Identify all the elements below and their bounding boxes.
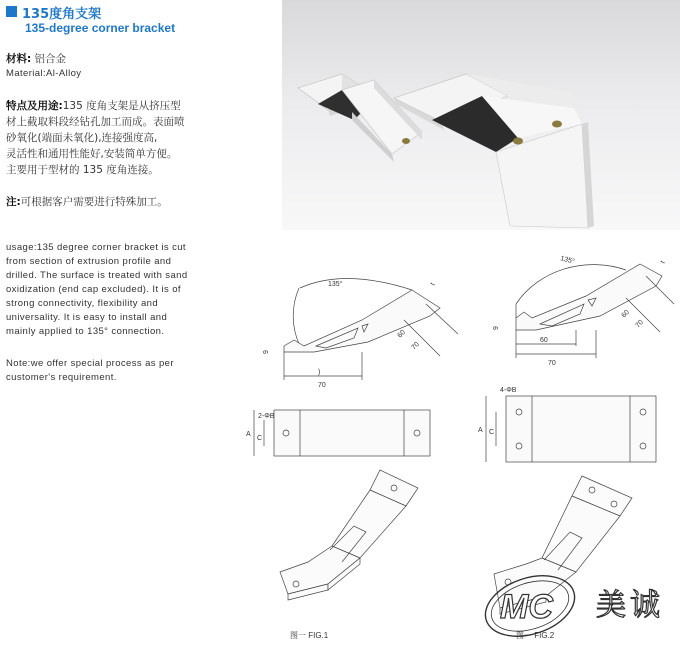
fig1-angle-label: 135° xyxy=(328,281,343,288)
material-zh xyxy=(6,51,66,67)
usage-line-4: oxidization (end cap excluded). It is of xyxy=(6,284,181,295)
features-line-2: 材上截取料段经钻孔加工而成。表面喷 xyxy=(6,116,185,128)
fig2-side-view xyxy=(476,246,681,372)
features-line-3: 砂氧化(端面未氧化),连接强度高, xyxy=(6,132,158,144)
fig1-dim-60: 60 xyxy=(396,328,407,340)
fig1-top-view xyxy=(244,404,444,464)
fig2-dim-t: t xyxy=(659,259,667,265)
features-line-5: 主要用于型材的 135 度角连接。 xyxy=(6,164,159,176)
fig1-caption: 图一 FIG.1 xyxy=(290,631,329,640)
product-photo xyxy=(282,0,680,230)
features-line-4: 灵活性和通用性能好,安装简单方便。 xyxy=(6,148,178,160)
fig1-dim-9: 9 xyxy=(263,350,270,354)
fig1-dim-paren: ) xyxy=(318,369,321,376)
usage-line-1: usage:135 degree corner bracket is cut xyxy=(6,242,186,253)
fig2-angle-label: 135° xyxy=(559,255,576,266)
usage-en xyxy=(6,241,276,339)
material-value: 铝合金 xyxy=(34,53,67,65)
fig2-caption: 图一 FIG.2 xyxy=(516,631,555,640)
note-zh xyxy=(6,194,168,210)
note-en xyxy=(6,357,276,385)
fig2-dim-bottom-60: 60 xyxy=(540,337,548,344)
fig2-dim-70: 70 xyxy=(634,318,645,330)
small-bracket-image xyxy=(298,74,422,162)
features-label: 特点及用途: xyxy=(6,100,63,112)
fig2-label-a: A xyxy=(478,427,483,434)
material-label: 材料: xyxy=(6,53,32,65)
logo-letters: MC xyxy=(500,588,553,626)
title-zh: 135度角支架 xyxy=(22,7,102,22)
usage-line-6: universality. It is easy to install and xyxy=(6,312,168,323)
fig2-label-c: C xyxy=(489,429,495,436)
note-zh-text: 可根据客户需要进行特殊加工。 xyxy=(20,196,168,208)
usage-line-5: strong connectivity, flexibility and xyxy=(6,298,159,309)
fig1-angle-arc xyxy=(293,288,300,346)
fig1-label-c: C xyxy=(257,435,263,442)
note-en-line-1: Note:we offer special process as per xyxy=(6,358,174,369)
fig1-dim-70: 70 xyxy=(410,340,421,352)
fig1-label-a: A xyxy=(246,431,251,438)
fig2-dim-9: 9 xyxy=(493,326,500,330)
fig2-dim-60: 60 xyxy=(620,308,631,320)
fig2-dim-bottom-70: 70 xyxy=(548,360,556,367)
fig1-side-view xyxy=(244,268,464,394)
features-block xyxy=(6,98,276,178)
fig1-dim-bottom: 70 xyxy=(318,382,326,389)
usage-line-2: from section of extrusion profile and xyxy=(6,256,172,267)
bracket-photo-svg xyxy=(282,0,680,230)
fig2-hole-label: 4-ΦB xyxy=(500,387,517,394)
mc-logo xyxy=(478,566,588,646)
fig1-hole-label: 2-ΦB xyxy=(258,413,275,420)
fig1-dim-t: t xyxy=(429,281,437,287)
features-line-1: 特点及用途:135 度角支架是从挤压型 xyxy=(6,100,181,112)
large-bracket-image xyxy=(394,74,594,228)
fig2-top-view xyxy=(474,384,674,470)
title-square-icon xyxy=(6,6,17,17)
material-en: Material:Al-Alloy xyxy=(6,68,82,79)
logo-cn-text: 美诚 xyxy=(596,588,664,623)
usage-line-3: drilled. The surface is treated with sand xyxy=(6,270,188,281)
fig1-isometric xyxy=(268,466,428,616)
usage-line-7: mainly applied to 135° connection. xyxy=(6,326,165,337)
title-en: 135-degree corner bracket xyxy=(25,21,176,35)
note-zh-label: 注: xyxy=(6,196,21,208)
note-en-line-2: customer's requirement. xyxy=(6,372,117,383)
